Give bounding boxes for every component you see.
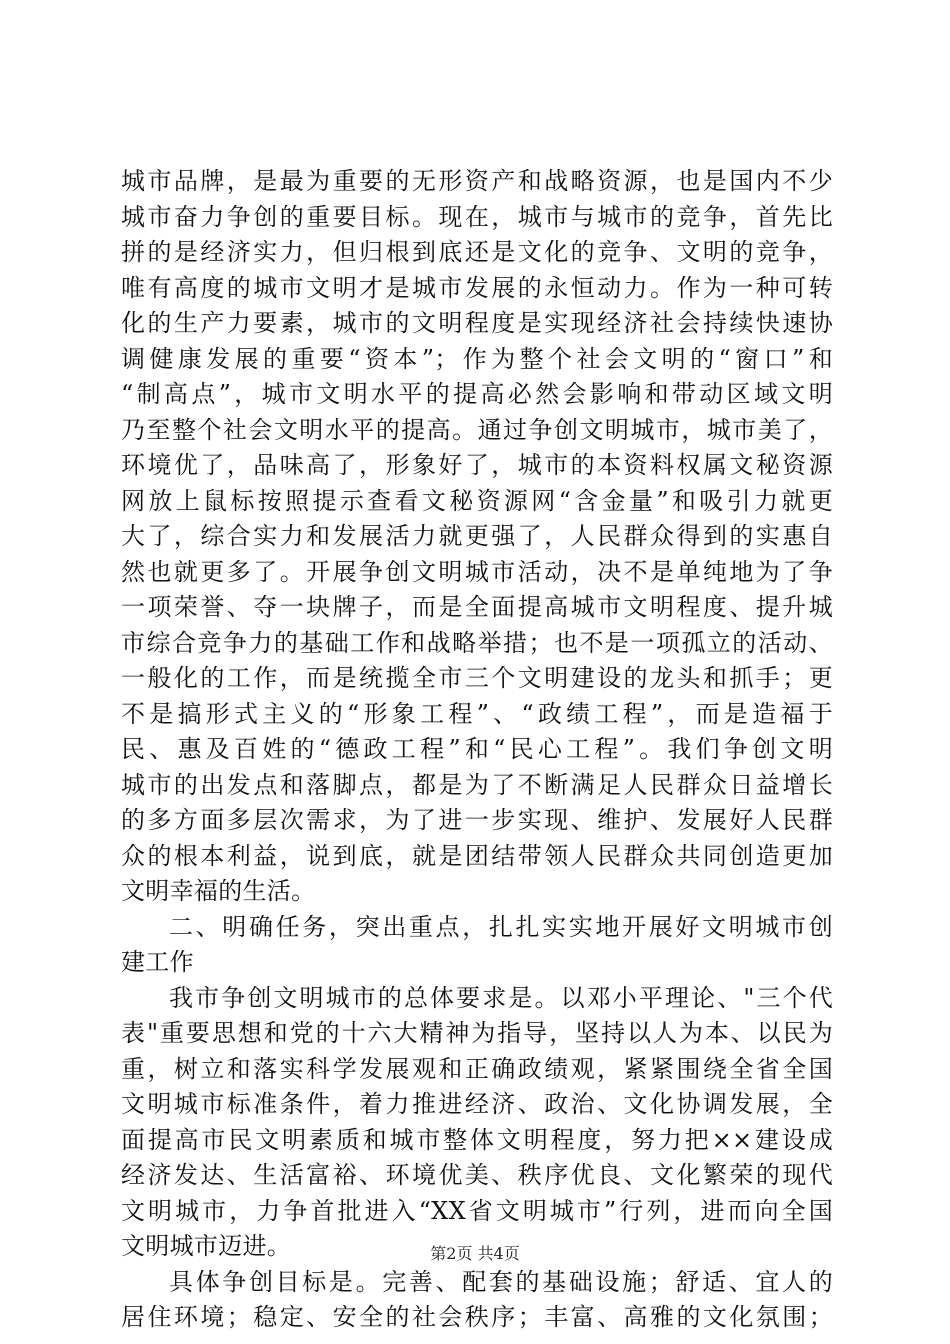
text-line: 文明城市，力争首批进入“XX省文明城市”行列，进而向全国: [121, 1196, 833, 1225]
text-line: 具体争创目标是。完善、配套的基础设施；舒适、宜人的: [169, 1267, 833, 1296]
text-line: 城市奋力争创的重要目标。现在，城市与城市的竞争，首先比: [121, 202, 833, 231]
section-heading-line: 建工作: [121, 948, 194, 976]
text-line: 然也就更多了。开展争创文明城市活动，决不是单纯地为了争: [121, 557, 833, 586]
text-line: 一项荣誉、夺一块牌子，而是全面提高城市文明程度、提升城: [121, 593, 833, 621]
text-line: 的多方面多层次需求，为了进一步实现、维护、发展好人民群: [121, 806, 833, 834]
page-number-footer: 第2页 共4页: [430, 1244, 520, 1263]
text-line: 文明城市迈进。: [121, 1232, 292, 1260]
text-line: 表"重要思想和党的十六大精神为指导，坚持以人为本、以民为: [121, 1019, 833, 1047]
text-line: 民、惠及百姓的“德政工程”和“民心工程”。我们争创文明: [121, 735, 833, 763]
text-line: 环境优了，品味高了，形象好了，城市的本资料权属文秘资源: [121, 451, 833, 479]
document-body: [121, 164, 833, 1336]
text-line: 文明城市标准条件，着力推进经济、政治、文化协调发展，全: [121, 1090, 833, 1118]
text-line: 面提高市民文明素质和城市整体文明程度，努力把××建设成: [121, 1125, 833, 1154]
text-line: 居住环境；稳定、安全的社会秩序；丰富、高雅的文化氛围；: [121, 1303, 833, 1331]
text-line: 重，树立和落实科学发展观和正确政绩观，紧紧围绕全省全国: [121, 1054, 833, 1083]
text-line: 文明幸福的生活。: [121, 877, 316, 905]
text-line: 市综合竞争力的基础工作和战略举措；也不是一项孤立的活动、: [121, 628, 833, 657]
text-line: 调健康发展的重要“资本”；作为整个社会文明的“窗口”和: [121, 344, 833, 373]
text-line: 乃至整个社会文明水平的提高。通过争创文明城市，城市美了，: [121, 415, 833, 444]
text-line: 一般化的工作，而是统揽全市三个文明建设的龙头和抓手；更: [121, 664, 833, 692]
text-line: 经济发达、生活富裕、环境优美、秩序优良、文化繁荣的现代: [121, 1161, 833, 1189]
text-line: “制高点”，城市文明水平的提高必然会影响和带动区域文明: [121, 380, 833, 408]
text-line: 我市争创文明城市的总体要求是。以邓小平理论、"三个代: [169, 983, 833, 1012]
text-line: 唯有高度的城市文明才是城市发展的永恒动力。作为一种可转: [121, 273, 833, 302]
text-line: 城市品牌，是最为重要的无形资产和战略资源，也是国内不少: [121, 167, 833, 195]
text-line: 不是搞形式主义的“形象工程”、“政绩工程”，而是造福于: [121, 699, 833, 728]
text-line: 大了，综合实力和发展活力就更强了，人民群众得到的实惠自: [121, 522, 833, 550]
text-line: 众的根本利益，说到底，就是团结带领人民群众共同创造更加: [121, 841, 833, 870]
text-line: 城市的出发点和落脚点，都是为了不断满足人民群众日益增长: [121, 770, 833, 799]
section-heading-line: 二、明确任务，突出重点，扎扎实实地开展好文明城市创: [169, 912, 833, 941]
text-line: 网放上鼠标按照提示查看文秘资源网“含金量”和吸引力就更: [121, 486, 833, 515]
text-line: 拼的是经济实力，但归根到底还是文化的竞争、文明的竞争，: [121, 238, 833, 266]
text-line: 化的生产力要素，城市的文明程度是实现经济社会持续快速协: [121, 309, 833, 337]
